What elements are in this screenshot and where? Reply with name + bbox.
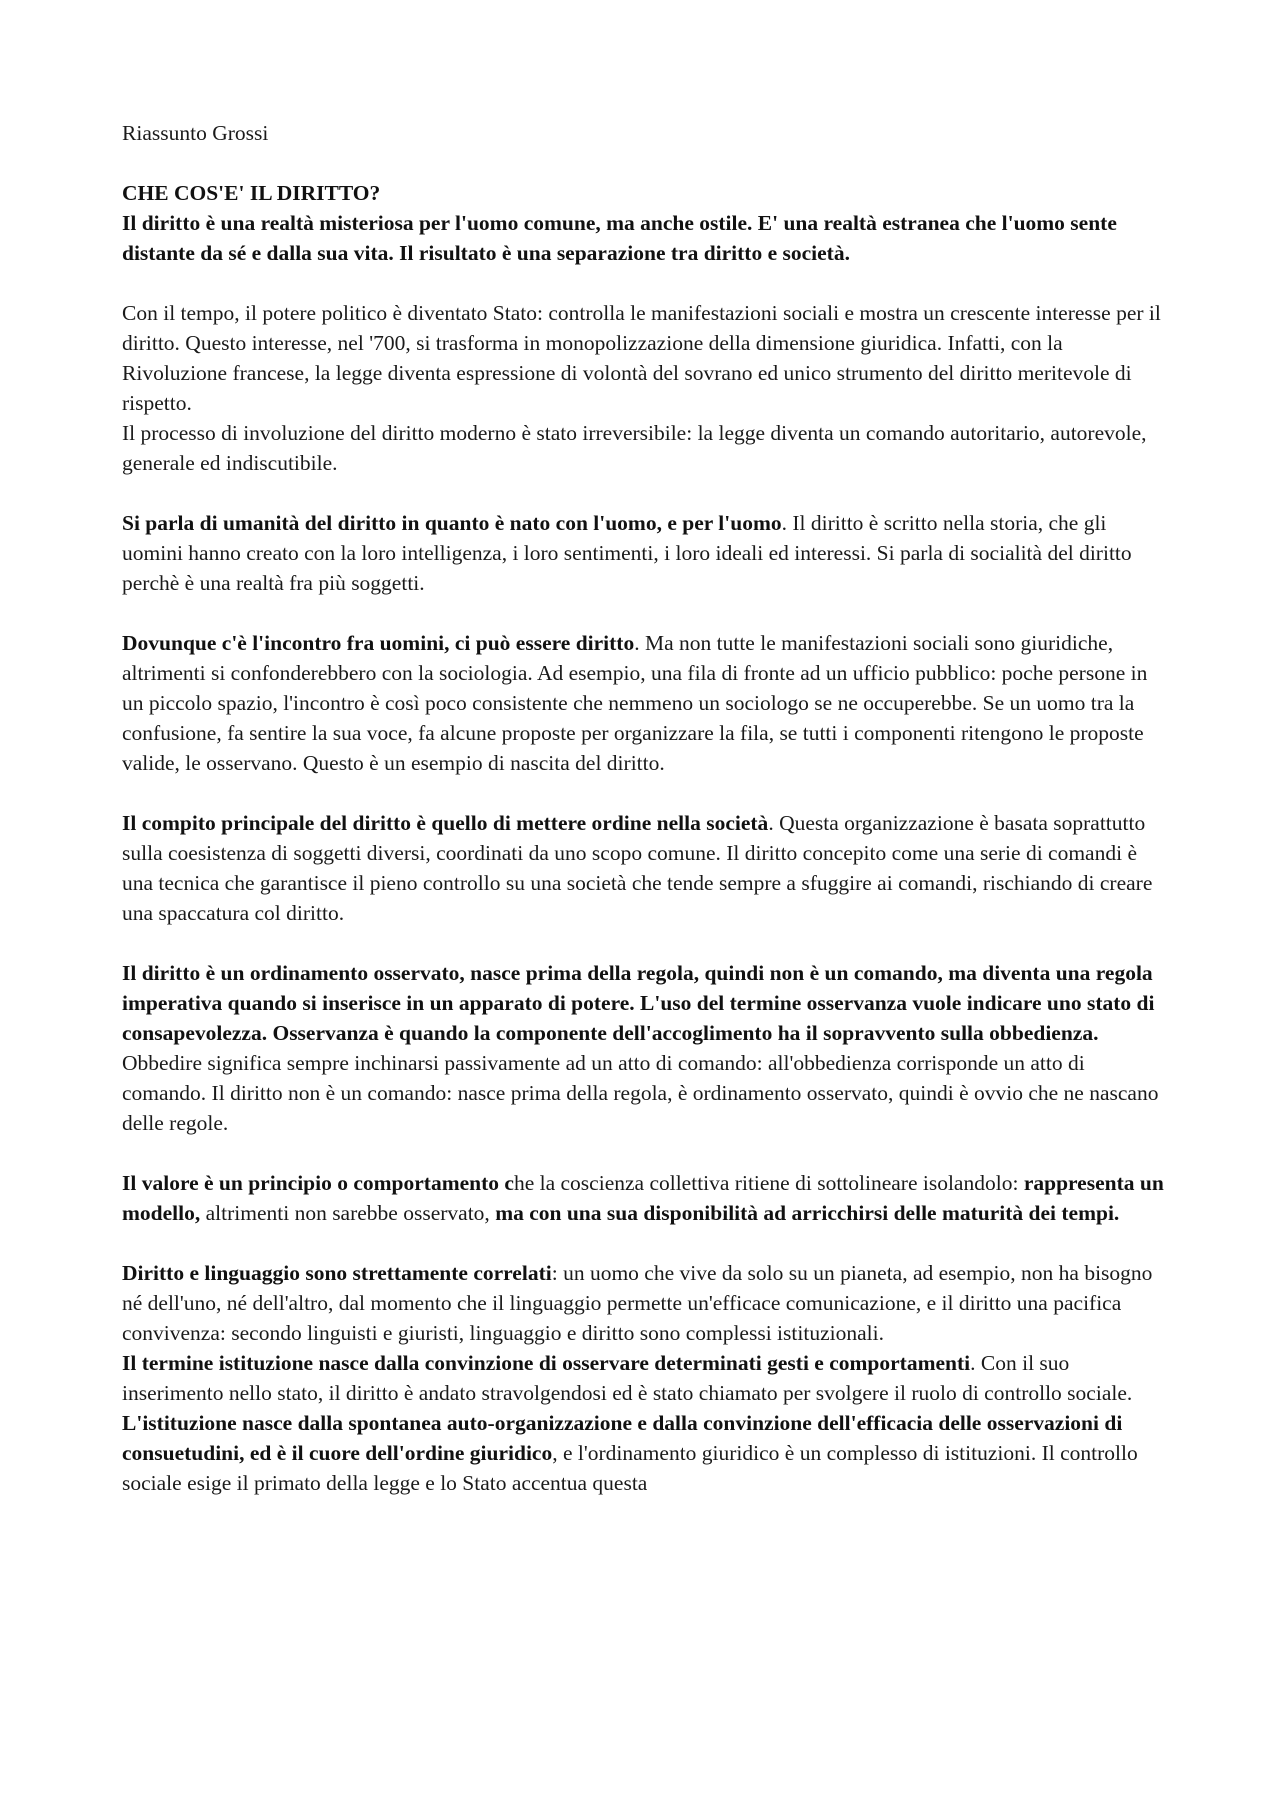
paragraph-4 [122,628,1172,778]
paragraph-7-text-2: altrimenti non sarebbe osservato, [200,1201,496,1225]
spacer [122,1138,1172,1168]
section-heading-text: CHE COS'E' IL DIRITTO? [122,181,381,205]
spacer [122,928,1172,958]
paragraph-10-bold: L'istituzione nasce dalla spontanea auto-organizzazione e dalla convinzione dell'efficacia delle osservazioni di consuetudini, ed è il cuore dell'ordine giuridico [122,1411,1123,1465]
paragraph-8-text: : un uomo che vive da solo su un pianeta, ad esempio, non ha bisogno né dell'uno, né dell'altro, dal momento che il linguaggio permette un'efficace comunicazione, e il diritto una pacifica convivenza: secondo linguisti e giuristi, linguaggio e diritto sono complessi istituzionali. [122,1261,1153,1345]
spacer [122,598,1172,628]
paragraph-9-bold: Il termine istituzione nasce dalla convinzione di osservare determinati gesti e comportamenti [122,1351,971,1375]
document-title: Riassunto Grossi [122,121,269,145]
paragraph-7 [122,1168,1172,1228]
paragraph-6-text: Obbedire significa sempre inchinarsi passivamente ad un atto di comando: all'obbedienza corrisponde un atto di comando. Il diritto non è un comando: nasce prima della regola, è ordinamento osservato, quindi è ovvio che ne nascano delle regole. [122,1051,1159,1135]
intro-text: Il diritto è una realtà misteriosa per l'uomo comune, ma anche ostile. E' una realtà estranea che l'uomo sente distante da sé e dalla sua vita. Il risultato è una separazione tra diritto e società. [122,211,1117,265]
spacer [122,268,1172,298]
paragraph-8-bold: Diritto e linguaggio sono strettamente correlati [122,1261,552,1285]
paragraph-7-bold-3: ma con una sua disponibilità ad arricchirsi delle maturità dei tempi. [495,1201,1120,1225]
paragraph-7-bold-2: rappresenta un modello, [122,1171,1164,1225]
paragraph-1: Con il tempo, il potere politico è diventato Stato: controlla le manifestazioni sociali e mostra un crescente interesse per il diritto. Questo interesse, nel '700, si trasforma in monopolizzazione della dimensione giuridica. Infatti, con la Rivoluzione francese, la legge diventa espressione di volontà del sovrano ed unico strumento del diritto meritevole di rispetto. [122,301,1161,415]
paragraph-10 [122,1408,1172,1498]
paragraph-5 [122,808,1172,928]
paragraph-3-text: . Il diritto è scritto nella storia, che gli uomini hanno creato con la loro intelligenza, i loro sentimenti, i loro ideali ed interessi. Si parla di socialità del diritto perchè è una realtà fra più soggetti. [122,511,1132,595]
paragraph-3 [122,508,1172,598]
paragraph-3-bold: Si parla di umanità del diritto in quanto è nato con l'uomo, e per l'uomo [122,511,782,535]
spacer [122,148,1172,178]
paragraph-2: Il processo di involuzione del diritto moderno è stato irreversibile: la legge diventa un comando autoritario, autorevole, generale ed indiscutibile. [122,421,1147,475]
paragraph-6-bold: Il diritto è un ordinamento osservato, nasce prima della regola, quindi non è un comando, ma diventa una regola imperativa quando si inserisce in un apparato di potere. L'uso del termine osservanza vuole indicare uno stato di consapevolezza. Osservanza è quando la componente dell'accoglimento ha il sopravvento sulla obbedienza. [122,961,1155,1045]
document-page [122,118,1172,1498]
paragraph-8 [122,1258,1172,1348]
paragraph-4-bold: Dovunque c'è l'incontro fra uomini, ci può essere diritto [122,631,635,655]
spacer [122,478,1172,508]
paragraph-7-text-1: he la coscienza collettiva ritiene di sottolineare isolandolo: [513,1171,1024,1195]
paragraph-4-text: . Ma non tutte le manifestazioni sociali sono giuridiche, altrimenti si confonderebbero con la sociologia. Ad esempio, una fila di fronte ad un ufficio pubblico: poche persone in un piccolo spazio, l'incontro è così poco consistente che nemmeno un sociologo se ne occuperebbe. Se un uomo tra la confusione, fa sentire la sua voce, fa alcune proposte per organizzare la fila, se tutti i componenti ritengono le proposte valide, le osservano. Questo è un esempio di nascita del diritto. [122,631,1148,775]
paragraph-5-bold: Il compito principale del diritto è quello di mettere ordine nella società [122,811,769,835]
paragraph-9 [122,1348,1172,1408]
intro-paragraph [122,208,1172,268]
section-heading [122,178,1172,208]
paragraph-6 [122,958,1172,1138]
paragraph-7-bold-1: Il valore è un principio o comportamento c [122,1171,514,1195]
paragraph-10-text: , e l'ordinamento giuridico è un complesso di istituzioni. Il controllo sociale esige il primato della legge e lo Stato accentua questa [122,1441,1138,1495]
paragraph-9-text: . Con il suo inserimento nello stato, il diritto è andato stravolgendosi ed è stato chiamato per svolgere il ruolo di controllo sociale. [122,1351,1133,1405]
paragraph-5-text: . Questa organizzazione è basata soprattutto sulla coesistenza di soggetti diversi, coordinati da uno scopo comune. Il diritto concepito come una serie di comandi è una tecnica che garantisce il pieno controllo su una società che tende sempre a sfuggire ai comandi, rischiando di creare una spaccatura col diritto. [122,811,1153,925]
spacer [122,1228,1172,1258]
spacer [122,778,1172,808]
